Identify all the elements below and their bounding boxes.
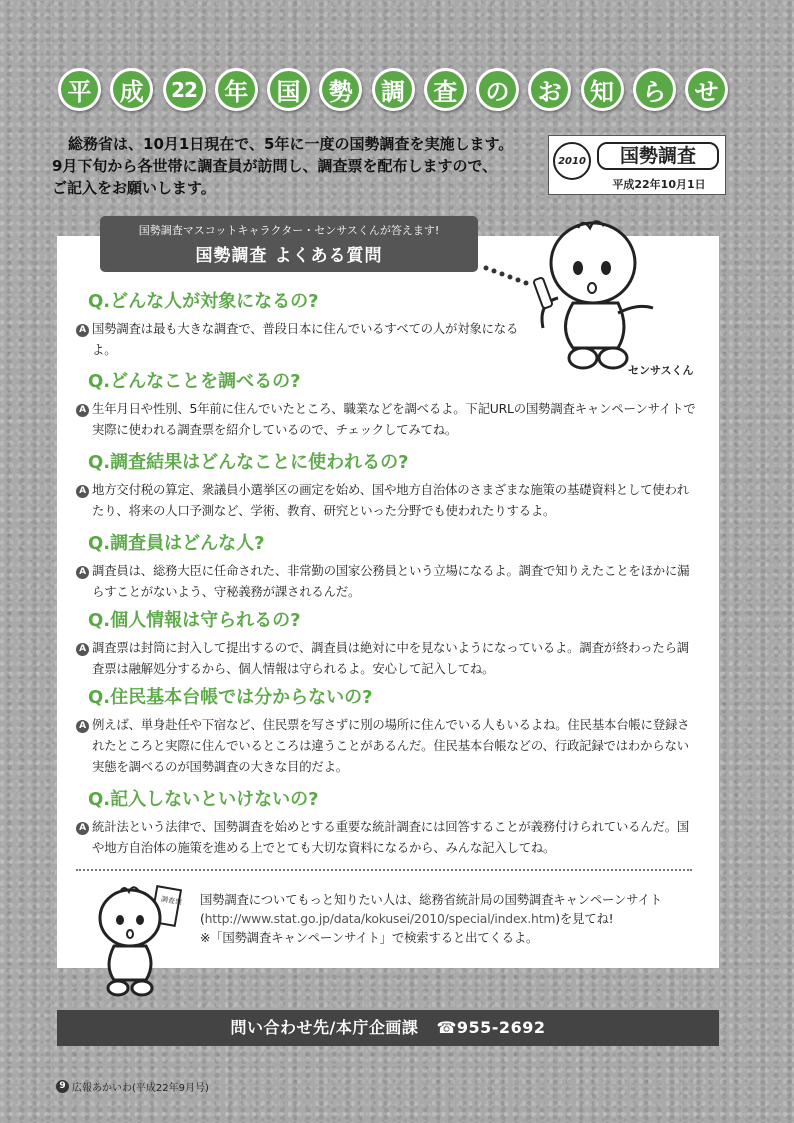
answer-icon: A xyxy=(76,324,89,337)
more-info xyxy=(200,890,712,947)
title-char: 知 xyxy=(581,68,624,111)
faq-answer-text: 調査員は、総務大臣に任命された、非常勤の国家公務員という立場になるよ。調査で知りえたことをほかに漏らすことがないよう、守秘義務が課されるんだ。 xyxy=(92,563,690,599)
mascot-name: センサスくん xyxy=(628,364,694,377)
intro-line: 9月下旬から各世帯に調査員が訪問し、調査票を配布しますので、 xyxy=(52,157,498,175)
faq-question: Q.調査結果はどんなことに使われるの? xyxy=(88,452,409,473)
intro-text xyxy=(52,133,552,199)
faq-banner xyxy=(100,216,478,272)
intro-line: ご記入をお願いします。 xyxy=(52,179,216,197)
badge-name: 国勢調査 xyxy=(597,142,719,170)
paren-close: )を見てね! xyxy=(555,911,614,926)
faq-question: Q.どんなことを調べるの? xyxy=(88,371,301,392)
intro-line: 総務省は、10月1日現在で、5年に一度の国勢調査を実施します。 xyxy=(68,135,514,153)
more-info-line: 国勢調査についてもっと知りたい人は、総務省統計局の国勢調査キャンペーンサイト xyxy=(200,892,662,907)
phone-icon: ☎ xyxy=(436,1018,457,1037)
faq-item xyxy=(76,788,696,858)
faq-banner-title: 国勢調査 よくある質問 xyxy=(195,246,383,266)
title-char: 査 xyxy=(424,68,467,111)
badge-date: 平成22年10月1日 xyxy=(612,178,706,191)
faq-answer-text: 生年月日や性別、5年前に住んでいたところ、職業などを調べるよ。下記URLの国勢調査キャンペーンサイトで実際に使われる調査票を紹介しているので、チェックしてみてね。 xyxy=(92,401,696,437)
faq-question: Q.記入しないといけないの? xyxy=(88,789,319,810)
logo-year: 2010 xyxy=(558,155,586,167)
campaign-url-link[interactable]: http://www.stat.go.jp/data/kokusei/2010/special/index.htm xyxy=(204,911,556,926)
more-info-line: ※「国勢調査キャンペーンサイト」で検索すると出てくるよ。 xyxy=(200,930,539,945)
faq-answer xyxy=(76,816,696,858)
title-char: 勢 xyxy=(319,68,362,111)
answer-icon: A xyxy=(76,643,89,656)
title-char: 調 xyxy=(372,68,415,111)
faq-item xyxy=(76,370,696,440)
contact-text: 問い合わせ先/本庁企画課 xyxy=(230,1018,419,1037)
faq-answer xyxy=(76,398,696,440)
faq-answer xyxy=(76,318,531,360)
title-char: お xyxy=(528,68,571,111)
footer-text: 広報あかいわ(平成22年9月号) xyxy=(72,1083,209,1094)
title-char: 22 xyxy=(163,68,206,111)
faq-answer-text: 調査票は封筒に封入して提出するので、調査員は絶対に中を見ないようになっているよ。調査が終わったら調査票は融解処分するから、個人情報は守られるよ。安心して記入してね。 xyxy=(92,640,689,676)
faq-item xyxy=(76,609,696,679)
faq-answer-text: 統計法という法律で、国勢調査を始めとする重要な統計調査には回答することが義務付けられているんだ。国や地方自治体の施策を進める上でとても大切な資料になるから、みんな記入してね。 xyxy=(92,819,690,855)
contact-phone: 955-2692 xyxy=(456,1018,546,1037)
answer-icon: A xyxy=(76,404,89,417)
faq-answer xyxy=(76,560,696,602)
paren-open: ( xyxy=(200,911,205,926)
faq-answer-text: 地方交付税の算定、衆議員小選挙区の画定を始め、国や地方自治体のさまざまな施策の基礎資料として使われたり、将来の人口予測など、学術、教育、研究といった分野でも使われたりするよ。 xyxy=(92,482,689,518)
faq-question: Q.個人情報は守られるの? xyxy=(88,610,301,631)
answer-icon: A xyxy=(76,566,89,579)
census-logo-icon xyxy=(553,142,591,180)
mascot-illustration xyxy=(92,880,192,1000)
answer-icon: A xyxy=(76,485,89,498)
title-char: の xyxy=(476,68,519,111)
divider xyxy=(76,869,692,871)
faq-answer xyxy=(76,637,696,679)
page-number: 9 xyxy=(56,1080,69,1093)
page-footer xyxy=(56,1079,209,1094)
page-title xyxy=(58,68,728,118)
paper-label: 調査票 xyxy=(160,895,183,907)
title-char: 国 xyxy=(267,68,310,111)
census-badge xyxy=(548,135,726,195)
faq-answer xyxy=(76,479,696,521)
faq-banner-sub: 国勢調査マスコットキャラクター・センサスくんが答えます! xyxy=(138,224,440,237)
title-char: 平 xyxy=(58,68,101,111)
faq-question: Q.住民基本台帳では分からないの? xyxy=(88,687,373,708)
contact-bar xyxy=(57,1010,719,1046)
faq-question: Q.調査員はどんな人? xyxy=(88,533,265,554)
faq-answer-text: 例えば、単身赴任や下宿など、住民票を写さずに別の場所に住んでいる人もいるよね。住民基本台帳に登録されたところと実際に住んでいるところは違うことがあるんだ。住民基本台帳などの、行政記録ではわからない実態を調べるのが国勢調査の大きな目的だよ。 xyxy=(92,717,690,774)
faq-answer-text: 国勢調査は最も大きな調査で、普段日本に住んでいるすべての人が対象になるよ。 xyxy=(92,321,519,357)
answer-icon: A xyxy=(76,720,89,733)
faq-item xyxy=(76,451,696,521)
title-char: 年 xyxy=(215,68,258,111)
title-char: せ xyxy=(685,68,728,111)
faq-answer xyxy=(76,714,696,777)
title-char: 成 xyxy=(110,68,153,111)
faq-item xyxy=(76,532,696,602)
answer-icon: A xyxy=(76,822,89,835)
more-info-line xyxy=(200,909,712,928)
faq-item xyxy=(76,686,696,777)
title-char: ら xyxy=(633,68,676,111)
faq-question: Q.どんな人が対象になるの? xyxy=(88,291,319,312)
faq-item xyxy=(76,290,696,360)
